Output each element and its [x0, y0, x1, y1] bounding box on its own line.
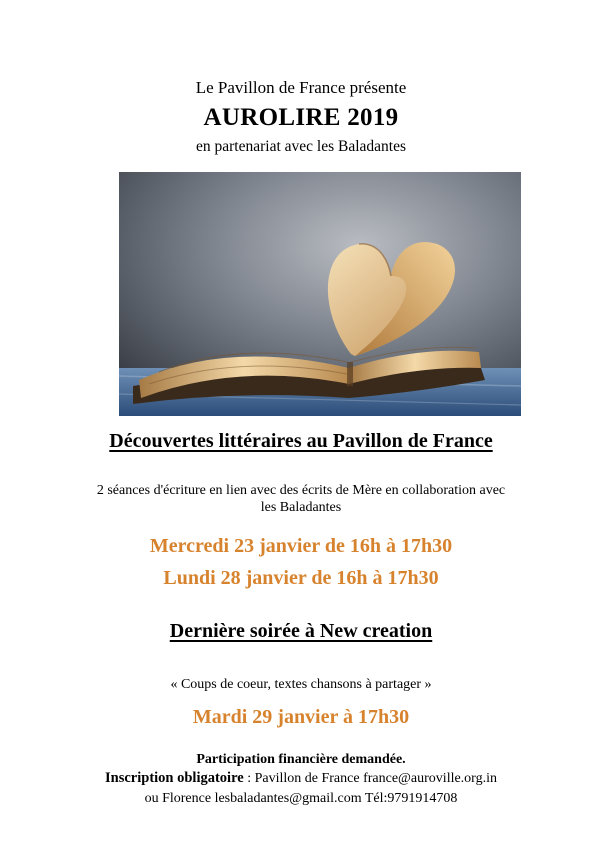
inscription-label: Inscription obligatoire: [105, 770, 244, 786]
event-title: AUROLIRE 2019: [203, 104, 399, 131]
section-heading-soiree: Dernière soirée à New creation: [169, 620, 433, 642]
section-heading-decouvertes: Découvertes littéraires au Pavillon de France: [109, 430, 493, 452]
soiree-quote: « Coups de coeur, textes chansons à partager »: [170, 677, 432, 692]
partnership-line: en partenariat avec les Baladantes: [196, 138, 406, 155]
soiree-date: Mardi 29 janvier à 17h30: [192, 706, 410, 728]
inscription-line: [0, 770, 602, 787]
inscription-contact: Pavillon de France france@auroville.org.in: [254, 771, 497, 786]
participation-note: Participation financière demandée.: [196, 752, 406, 767]
section-description-line1: 2 séances d'écriture en lien avec des écrits de Mère en collaboration avec: [96, 483, 506, 498]
open-book-heart-image: [119, 172, 521, 416]
presenter-line: Le Pavillon de France présente: [195, 78, 407, 97]
section-description-line2: les Baladantes: [260, 500, 342, 515]
contact-line: ou Florence lesbaladantes@gmail.com Tél:9791914708: [144, 791, 458, 806]
inscription-colon: :: [243, 771, 255, 786]
session-date-2: Lundi 28 janvier de 16h à 17h30: [163, 567, 439, 589]
session-date-1: Mercredi 23 janvier de 16h à 17h30: [149, 535, 453, 557]
